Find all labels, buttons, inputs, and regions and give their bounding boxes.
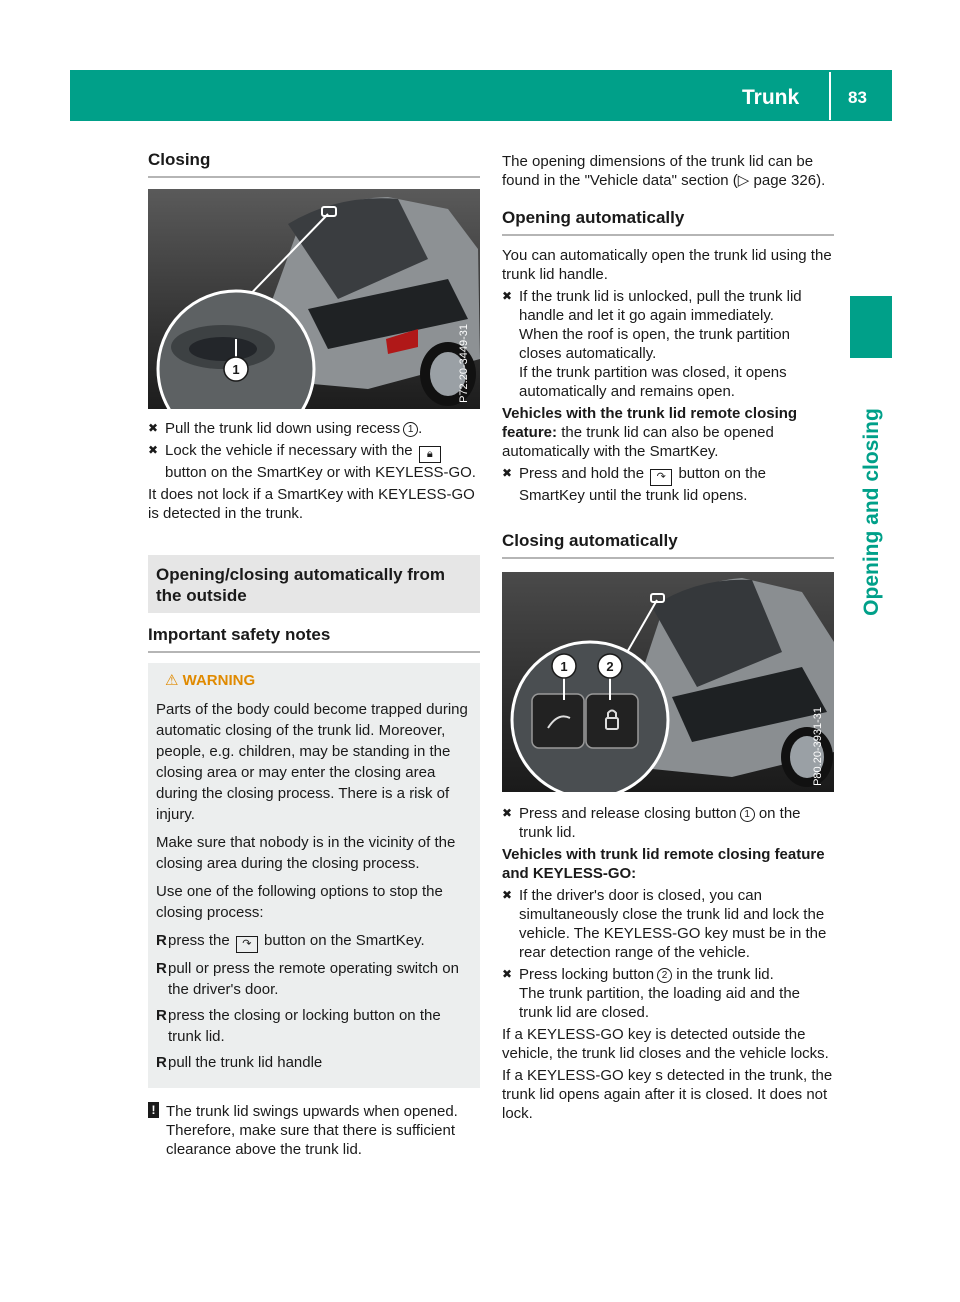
opening-intro: You can automatically open the trunk lid using the trunk lid handle. xyxy=(502,247,832,283)
trunk-buttons-illustration xyxy=(502,572,834,792)
trunk-photo-illustration xyxy=(148,189,480,409)
arrow-bullet-icon: ✖ xyxy=(502,806,513,820)
warning-p1: Parts of the body could become trapped during automatic closing of the trunk lid. Moreover, people, e.g. children, may be standing in the closing area or may enter the closing area during the closing process. There is a risk of injury. xyxy=(156,701,468,823)
dimensions-intro: The opening dimensions of the trunk lid can be found in the "Vehicle data" section (▷ page 326). xyxy=(502,153,826,189)
page-number: 83 xyxy=(848,88,867,107)
step-hold-button: ✖ Press and hold the ↷ button on the SmartKey until the trunk lid opens. xyxy=(502,465,767,504)
figure2-callout2-label: 2 xyxy=(606,659,614,674)
figure2-callout1-label: 1 xyxy=(560,659,568,674)
warning-option-3: R press the closing or locking button on the trunk lid. xyxy=(156,1007,441,1045)
exclamation-icon: ! xyxy=(148,1102,159,1118)
step-pull-lid: ✖ Pull the trunk lid down using recess 1 . xyxy=(148,420,423,437)
arrow-bullet-icon: ✖ xyxy=(502,466,513,480)
warning-triangle-icon: ⚠ xyxy=(165,672,179,689)
safety-heading: Important safety notes xyxy=(148,625,480,653)
trunk-lid-icon: ↷ xyxy=(236,936,258,953)
warning-box xyxy=(148,663,480,1088)
warning-p2: Make sure that nobody is in the vicinity of the closing area during the closing process. xyxy=(156,834,456,872)
arrow-bullet-icon: ✖ xyxy=(502,289,513,303)
left-column xyxy=(148,150,480,1159)
arrow-bullet-icon: ✖ xyxy=(148,443,159,457)
warning-option-4: R pull the trunk lid handle xyxy=(156,1054,323,1071)
step-simultaneous-close: ✖ If the driver's door is closed, you can simultaneously close the trunk lid and lock the vehicle. The KEYLESS-GO key must be in the rear detection range of the vehicle. xyxy=(502,887,827,961)
trunk-lid-icon: ↷ xyxy=(650,469,672,486)
warning-p3: Use one of the following options to stop the closing process: xyxy=(156,883,443,921)
step-lock-vehicle: ✖ Lock the vehicle if necessary with the 🔒︎ button on the SmartKey or with KEYLESS-GO. xyxy=(148,442,476,481)
chapter-tab xyxy=(850,296,892,358)
section-title: Trunk xyxy=(742,86,800,109)
callout-2-icon: 2 xyxy=(657,968,672,983)
outside-heading: Opening/closing automatically from the outside xyxy=(148,555,480,613)
keyless-vehicles-heading: Vehicles with trunk lid remote closing feature and KEYLESS-GO: xyxy=(502,846,825,882)
callout-1-icon: 1 xyxy=(740,807,755,822)
figure1-code: P72.20-3449-31 xyxy=(458,324,470,403)
header-divider xyxy=(829,72,831,120)
figure2-code: P80.20-3931-31 xyxy=(812,707,824,786)
step-press-locking: ✖ Press locking button 2 in the trunk lid. The trunk partition, the loading aid and the trunk lid are closed. xyxy=(502,966,801,1021)
lock-icon: 🔒︎ xyxy=(419,446,441,463)
chapter-label: Opening and closing xyxy=(860,408,883,616)
step-press-closing: ✖ Press and release closing button 1 on the trunk lid. xyxy=(502,805,801,841)
arrow-bullet-icon: ✖ xyxy=(502,888,513,902)
arrow-bullet-icon: ✖ xyxy=(148,421,159,435)
keyless-outside-note: If a KEYLESS-GO key is detected outside the vehicle, the trunk lid closes and the vehicle locks. xyxy=(502,1026,829,1062)
opening-automatically-heading: Opening automatically xyxy=(502,208,834,236)
warning-option-2: R pull or press the remote operating switch on the driver's door. xyxy=(156,960,459,998)
warning-title: ⚠ WARNING xyxy=(165,672,256,689)
remote-closing-info: Vehicles with the trunk lid remote closing feature: the trunk lid can also be opened automatically with the SmartKey. xyxy=(502,405,798,460)
arrow-bullet-icon: ✖ xyxy=(502,967,513,981)
clearance-note: ! The trunk lid swings upwards when opened. Therefore, make sure that there is sufficient clearance above the trunk lid. xyxy=(148,1102,480,1159)
closing-automatically-heading: Closing automatically xyxy=(502,531,834,559)
right-column xyxy=(502,152,834,1126)
step-pull-handle: ✖ If the trunk lid is unlocked, pull the trunk lid handle and let it go again immediately. When the roof is open, the trunk partition closes automatically. If the trunk partition was closed, it opens automatically and remains open. xyxy=(502,288,802,400)
closing-heading: Closing xyxy=(148,150,480,178)
keyless-note: It does not lock if a SmartKey with KEYLESS-GO is detected in the trunk. xyxy=(148,486,475,522)
trunk-closing-figure xyxy=(148,189,480,409)
callout-1-icon: 1 xyxy=(403,422,418,437)
warning-option-1: R press the ↷ button on the SmartKey. xyxy=(156,930,472,953)
figure1-callout-label: 1 xyxy=(232,362,240,377)
keyless-inside-note: If a KEYLESS-GO key s detected in the trunk, the trunk lid opens again after it is closed. It does not lock. xyxy=(502,1067,833,1122)
trunk-buttons-figure xyxy=(502,572,834,792)
